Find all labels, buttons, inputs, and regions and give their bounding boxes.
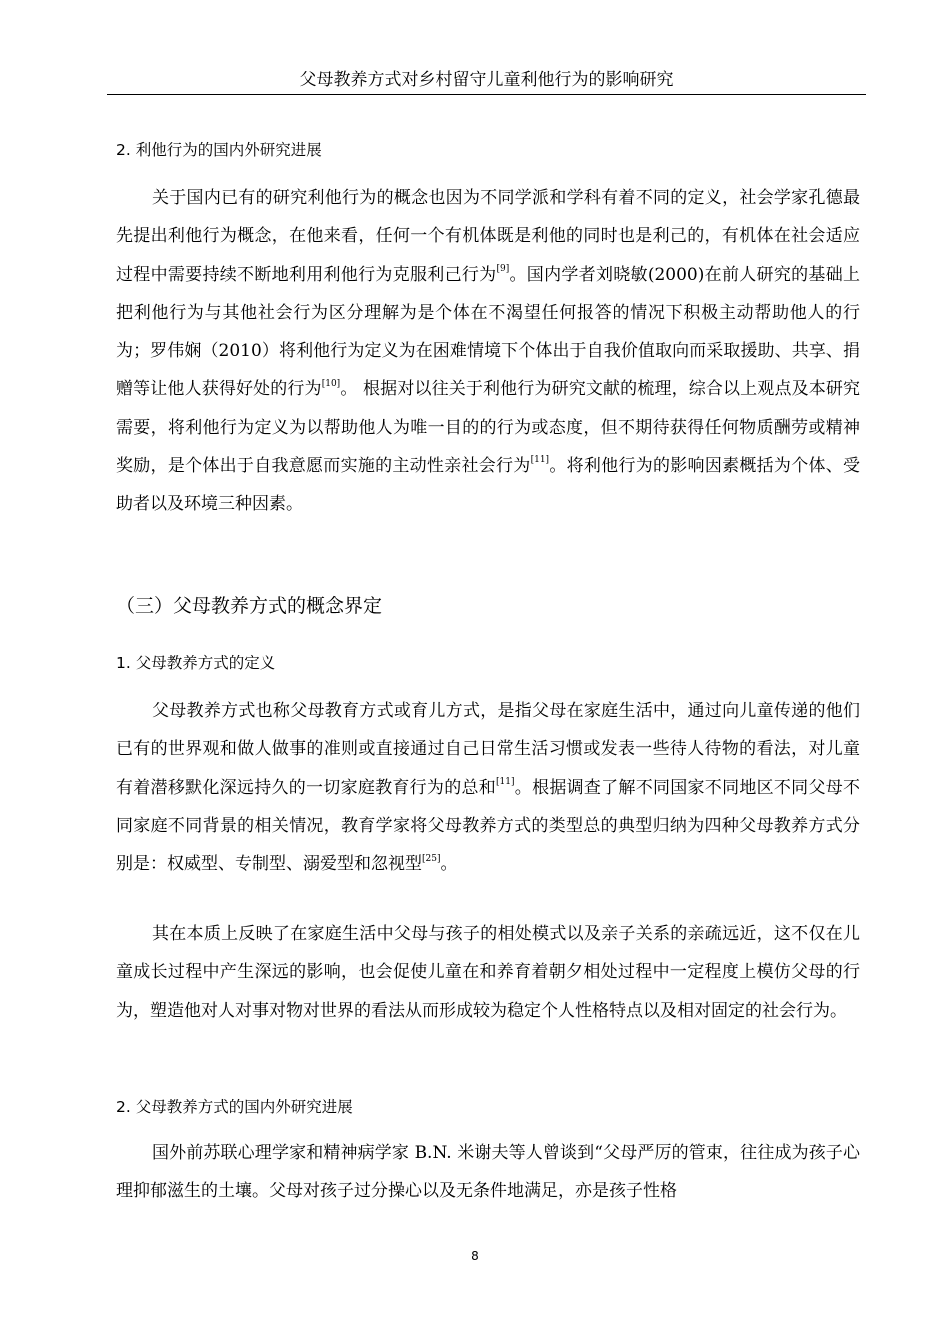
running-header: 父母教养方式对乡村留守儿童利他行为的影响研究	[299, 70, 674, 90]
paragraph-altruism-research	[116, 179, 860, 524]
paragraph-parenting-definition	[116, 692, 860, 883]
text-run: 。	[440, 854, 458, 875]
text-run: 。国内学者刘晓敏(2000)在前人研究的基础上把利他行为与其他社会行为区分理解为是个体在不渴望任何报答的情况下积极主动帮助他人的行为；罗伟娴（2010）将利他行为定义为在困难情境下个体出于自我价值取向而采取援助、共享、捐赠等让他人获得好处的行为	[116, 264, 861, 400]
text-run: 父母教养方式也称父母教育方式或育儿方式，是指父母在家庭生活中，通过向儿童传递的他们已有的世界观和做人做事的准则或直接通过自己日常生活习惯或发表一些待人待物的看法，对儿童有着潜移默化深远持久的一切家庭教育行为的总和	[116, 701, 860, 798]
section-heading-parenting-concept: （三）父母教养方式的概念界定	[116, 595, 383, 617]
citation: [10]	[321, 378, 341, 389]
citation: [11]	[496, 776, 515, 787]
text-run: 。根据调查了解不同国家不同地区不同父母不同家庭不同背景的相关情况，教育学家将父母教养方式的类型总的典型归纳为四种父母教养方式分别是：权威型、专制型、溺爱型和忽视型	[116, 777, 860, 875]
header-rule	[107, 94, 866, 95]
citation: [25]	[422, 853, 441, 864]
paragraph-parenting-research: 国外前苏联心理学家和精神病学家 B.N. 米谢夫等人曾谈到“父母严厉的管束，往往成为孩子心理抑郁滋生的土壤。父母对孩子过分操心以及无条件地满足，亦是孩子性格	[116, 1143, 860, 1202]
heading-altruism-research: 2. 利他行为的国内外研究进展	[116, 141, 322, 159]
heading-parenting-research: 2. 父母教养方式的国内外研究进展	[116, 1098, 353, 1116]
text-run: 关于国内已有的研究利他行为的概念也因为不同学派和学科有着不同的定义，社会学家孔德最先提出利他行为概念，在他来看，任何一个有机体既是利他的同时也是利己的，有机体在社会适应过程中需要持续不断地利用利他行为克服利己行为	[116, 188, 860, 285]
citation: [11]	[530, 455, 550, 466]
heading-parenting-definition: 1. 父母教养方式的定义	[116, 654, 276, 672]
text-run: 。将利他行为的影响因素概括为个体、受助者以及环境三种因素。	[116, 456, 861, 515]
page-number: 8	[471, 1249, 479, 1263]
paragraph-parenting-essence: 其在本质上反映了在家庭生活中父母与孩子的相处模式以及亲子关系的亲疏远近，这不仅在儿童成长过程中产生深远的影响，也会促使儿童在和养育着朝夕相处过程中一定程度上模仿父母的行为，塑造他对人对事对物对世界的看法从而形成较为稳定个人性格特点以及相对固定的社会行为。	[116, 924, 860, 1021]
text-run: 。 根据对以往关于利他行为研究文献的梳理，综合以上观点及本研究需要，将利他行为定义为以帮助他人为唯一目的的行为或态度，但不期待获得任何物质酬劳或精神奖励，是个体出于自我意愿而实施的主动性亲社会行为	[116, 379, 861, 477]
citation: [9]	[496, 263, 510, 274]
